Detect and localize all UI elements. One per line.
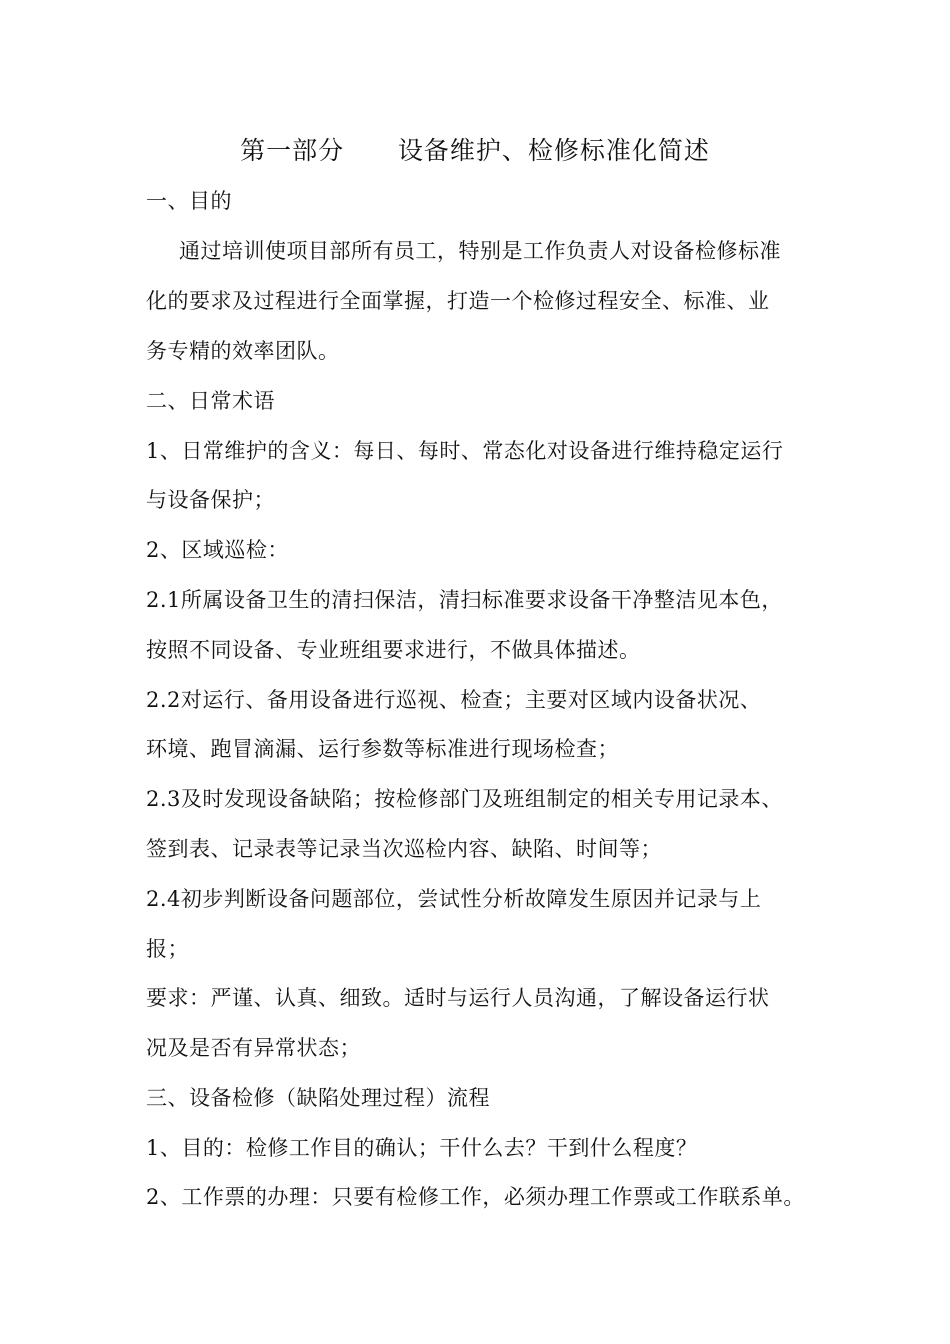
paragraph-line: 1、目的：检修工作目的确认；干什么去？干到什么程度？ bbox=[146, 1136, 698, 1160]
paragraph-line: 务专精的效率团队。 bbox=[146, 339, 340, 363]
section-heading: 三、设备检修（缺陷处理过程）流程 bbox=[146, 1086, 490, 1110]
paragraph-line: 2.2对运行、备用设备进行巡视、检查；主要对区域内设备状况、 bbox=[146, 688, 762, 712]
paragraph-line: 2、工作票的办理：只要有检修工作，必须办理工作票或工作联系单。 bbox=[146, 1185, 805, 1209]
paragraph-line: 与设备保护； bbox=[146, 488, 275, 512]
paragraph-line: 2.4初步判断设备问题部位，尝试性分析故障发生原因并记录与上 bbox=[146, 887, 762, 911]
paragraph-line: 环境、跑冒滴漏、运行参数等标准进行现场检查； bbox=[146, 737, 619, 761]
paragraph-line: 1、日常维护的含义：每日、每时、常态化对设备进行维持稳定运行 bbox=[146, 439, 784, 463]
paragraph-line: 签到表、记录表等记录当次巡检内容、缺陷、时间等； bbox=[146, 837, 662, 861]
paragraph-line: 要求：严谨、认真、细致。适时与运行人员沟通，了解设备运行状 bbox=[146, 986, 770, 1010]
paragraph-line: 通过培训使项目部所有员工，特别是工作负责人对设备检修标准 bbox=[179, 239, 781, 263]
document-title: 第一部分 设备维护、检修标准化简述 bbox=[240, 136, 710, 165]
paragraph-line: 2.1所属设备卫生的清扫保洁，清扫标准要求设备干净整洁见本色， bbox=[146, 588, 783, 612]
paragraph-line: 况及是否有异常状态； bbox=[146, 1036, 361, 1060]
section-heading: 二、日常术语 bbox=[146, 389, 275, 413]
paragraph-line: 2.3及时发现设备缺陷；按检修部门及班组制定的相关专用记录本、 bbox=[146, 787, 783, 811]
paragraph-line: 报； bbox=[146, 937, 189, 961]
paragraph-line: 按照不同设备、专业班组要求进行，不做具体描述。 bbox=[146, 638, 641, 662]
paragraph-line: 化的要求及过程进行全面掌握，打造一个检修过程安全、标准、业 bbox=[146, 289, 770, 313]
section-heading: 一、目的 bbox=[146, 189, 232, 213]
paragraph-line: 2、区域巡检： bbox=[146, 538, 289, 562]
